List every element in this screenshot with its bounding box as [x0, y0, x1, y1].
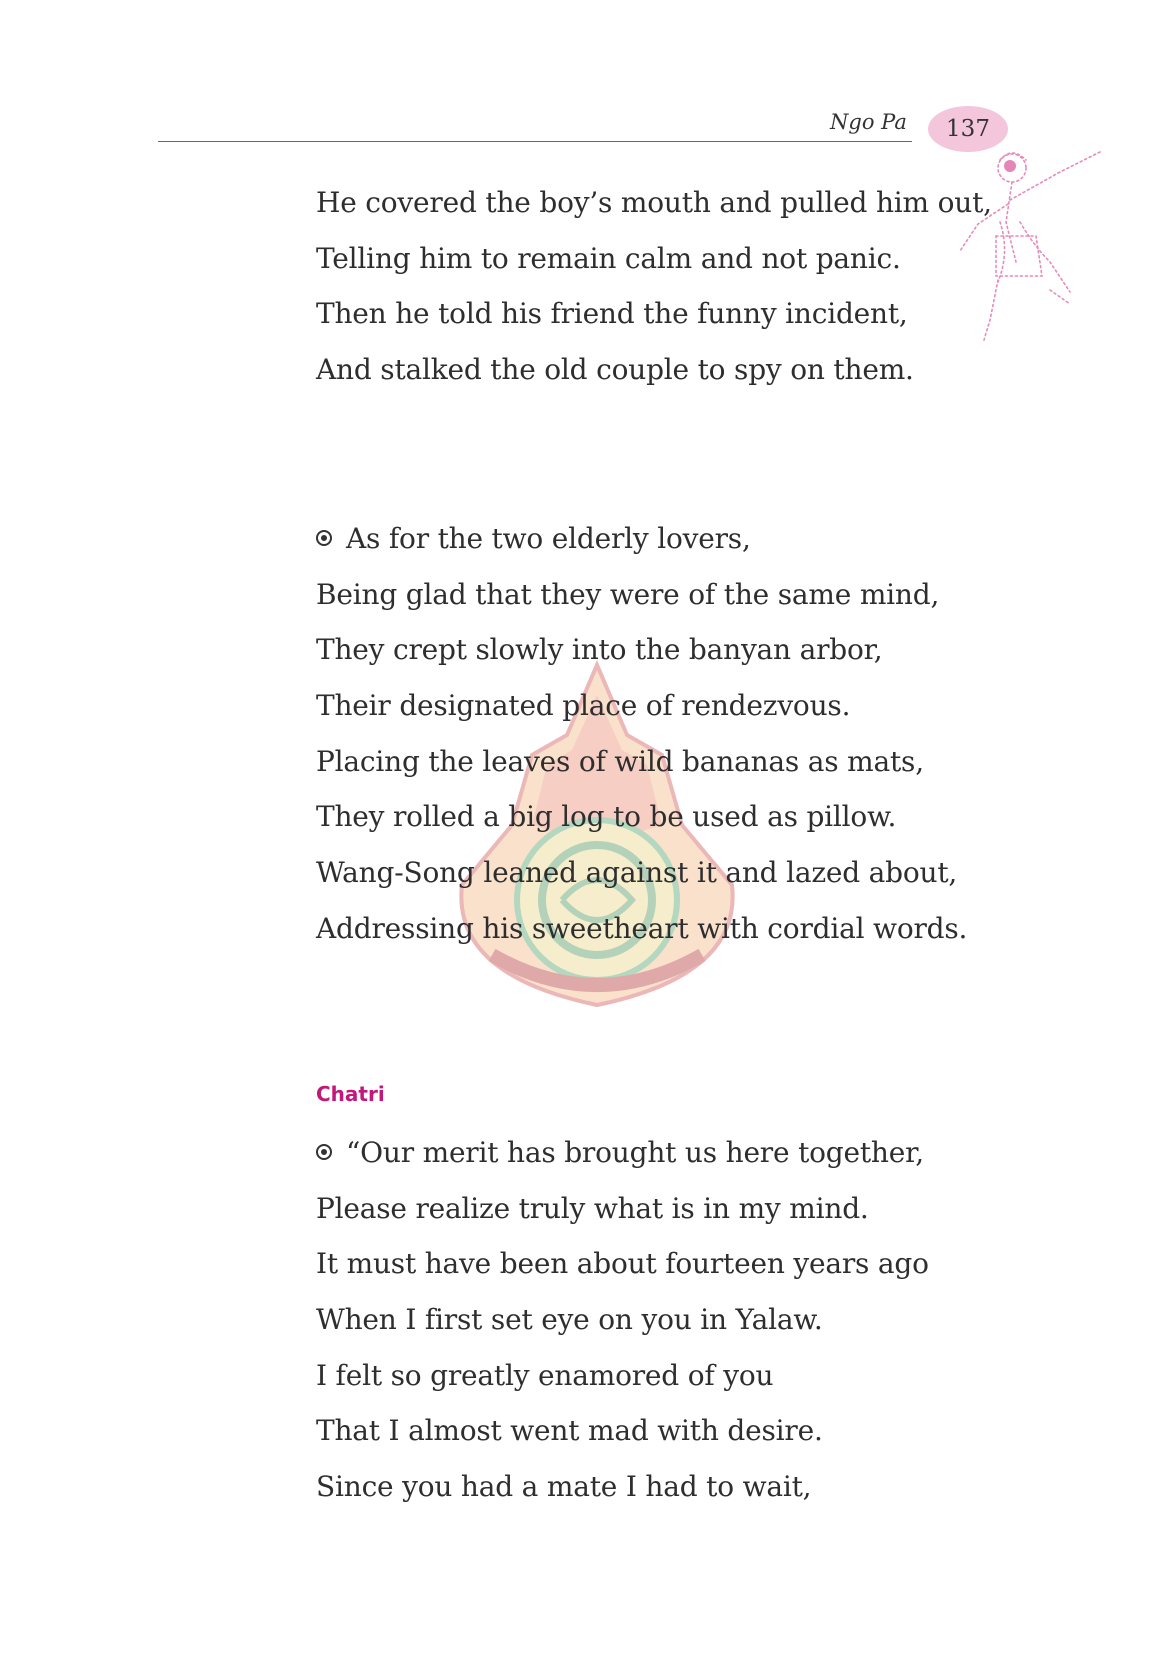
verse-line: I felt so greatly enamored of you: [316, 1358, 774, 1392]
verse-line: Please realize truly what is in my mind.: [316, 1191, 869, 1225]
verse-line: They crept slowly into the banyan arbor,: [316, 633, 883, 667]
verse-line: Their designated place of rendezvous.: [316, 689, 851, 723]
verse-line: Since you had a mate I had to wait,: [316, 1470, 812, 1504]
verse-line-text: As for the two elderly lovers,: [346, 522, 751, 555]
verse-line: They rolled a big log to be used as pillow.: [316, 800, 897, 834]
stanza-bullet-icon: [316, 530, 332, 546]
verse-line-first: [316, 1125, 929, 1181]
verse-line: He covered the boy’s mouth and pulled him out,: [316, 186, 992, 219]
verse-line: Telling him to remain calm and not panic.: [316, 241, 901, 275]
running-title: Ngo Pa: [830, 110, 907, 134]
verse-line: Addressing his sweetheart with cordial words.: [316, 911, 968, 945]
verse-line: And stalked the old couple to spy on them.: [316, 353, 914, 387]
verse-line-text: “Our merit has brought us here together,: [346, 1136, 924, 1169]
verse-line: Wang-Song leaned against it and lazed about,: [316, 856, 958, 890]
header-rule: [158, 141, 912, 142]
stanza-3: [316, 1125, 929, 1515]
stanza-2: [316, 511, 967, 957]
verse-line: It must have been about fourteen years ago: [316, 1247, 929, 1281]
verse-line: Then he told his friend the funny incident,: [316, 297, 908, 331]
verse-line: Placing the leaves of wild bananas as mats,: [316, 744, 924, 778]
page-number: 137: [946, 116, 990, 142]
speaker-label: Chatri: [316, 1082, 385, 1106]
verse-line: That I almost went mad with desire.: [316, 1414, 823, 1448]
verse-line-first: [316, 511, 967, 567]
verse-line: When I first set eye on you in Yalaw.: [316, 1303, 823, 1337]
verse-line: Being glad that they were of the same mind,: [316, 577, 940, 611]
stanza-1: [316, 175, 992, 398]
stanza-bullet-icon: [316, 1144, 332, 1160]
